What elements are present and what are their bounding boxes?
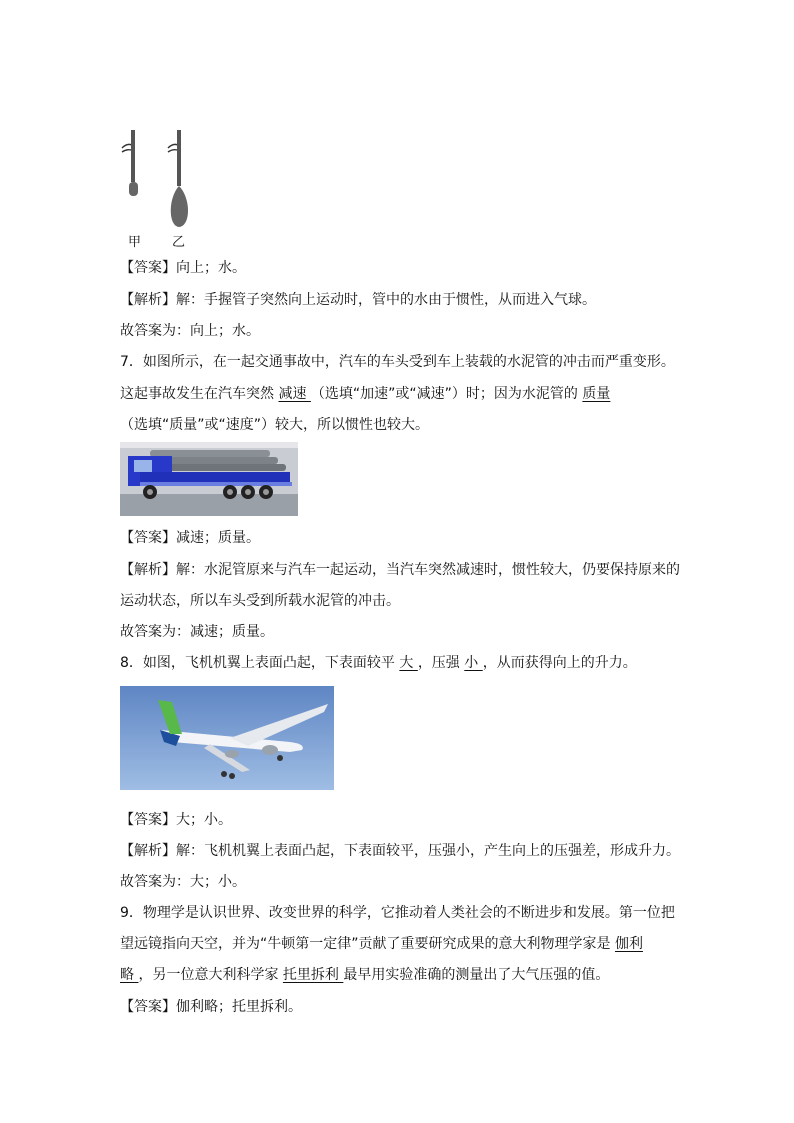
q7-text-a: 这起事故发生在汽车突然	[120, 386, 274, 402]
q9-blank1-part2: 略	[120, 967, 139, 983]
tube-jia	[122, 130, 138, 196]
q8-blank1: 大	[399, 655, 418, 671]
q9-text-b: ，另一位意大利科学家	[138, 967, 279, 983]
balloon-tube-figure	[118, 128, 198, 228]
q9-blank2: 托里拆利	[282, 967, 344, 983]
q7-analysis-line1: 【解析】解：水泥管原来与汽车一起运动，当汽车突然减速时，惯性较大，仍要保持原来的	[120, 562, 680, 578]
truck-photo	[120, 442, 298, 516]
q6-analysis: 【解析】解：手握管子突然向上运动时，管中的水由于惯性，从而进入气球。	[120, 292, 596, 308]
q6-conclusion: 故答案为：向上；水。	[120, 323, 260, 339]
q7-text-b: （选填“加速”或“减速”）时；因为水泥管的	[310, 386, 578, 402]
q8-question	[120, 653, 637, 673]
q9-answer: 【答案】伽利略；托里拆利。	[120, 999, 302, 1015]
q6-answer: 【答案】向上；水。	[120, 260, 246, 276]
q9-question-line3	[120, 965, 609, 985]
q8-answer: 【答案】大；小。	[120, 812, 232, 828]
q7-analysis-line2: 运动状态，所以车头受到所载水泥管的冲击。	[120, 593, 400, 609]
q9-text-c: 最早用实验准确的测量出了大气压强的值。	[343, 967, 610, 983]
q7-blank2: 质量	[582, 386, 611, 402]
q7-question-line1: 7．如图所示，在一起交通事故中，汽车的车头受到车上装载的水泥管的冲击而严重变形。	[120, 354, 675, 370]
q7-blank1: 减速	[278, 386, 311, 402]
airplane-photo	[120, 686, 334, 790]
q8-text-b: ，压强	[417, 655, 460, 671]
q8-analysis: 【解析】解：飞机机翼上表面凸起，下表面较平，压强小，产生向上的压强差，形成升力。	[120, 843, 680, 859]
q8-text-c: ，从而获得向上的升力。	[482, 655, 637, 671]
q9-question-line2	[120, 934, 643, 954]
tube-yi	[168, 130, 188, 227]
q7-answer: 【答案】减速；质量。	[120, 530, 260, 546]
q9-text-a: 望远镜指向天空，并为“牛顿第一定律”贡献了重要研究成果的意大利物理学家是	[120, 936, 611, 952]
q9-question-line1: 9．物理学是认识世界、改变世界的科学，它推动着人类社会的不断进步和发展。第一位把	[120, 905, 675, 921]
q7-conclusion: 故答案为：减速；质量。	[120, 624, 274, 640]
q7-question-line2	[120, 384, 610, 404]
q8-blank2: 小	[464, 655, 483, 671]
q8-conclusion: 故答案为：大；小。	[120, 874, 246, 890]
q8-text-a: 8．如图，飞机机翼上表面凸起，下表面较平	[120, 655, 395, 671]
q9-blank1-part1: 伽利	[614, 936, 643, 952]
figure-label-yi: 乙	[172, 235, 186, 250]
figure-label-jia: 甲	[128, 235, 142, 250]
q7-question-line3: （选填“质量”或“速度”）较大，所以惯性也较大。	[120, 417, 430, 433]
